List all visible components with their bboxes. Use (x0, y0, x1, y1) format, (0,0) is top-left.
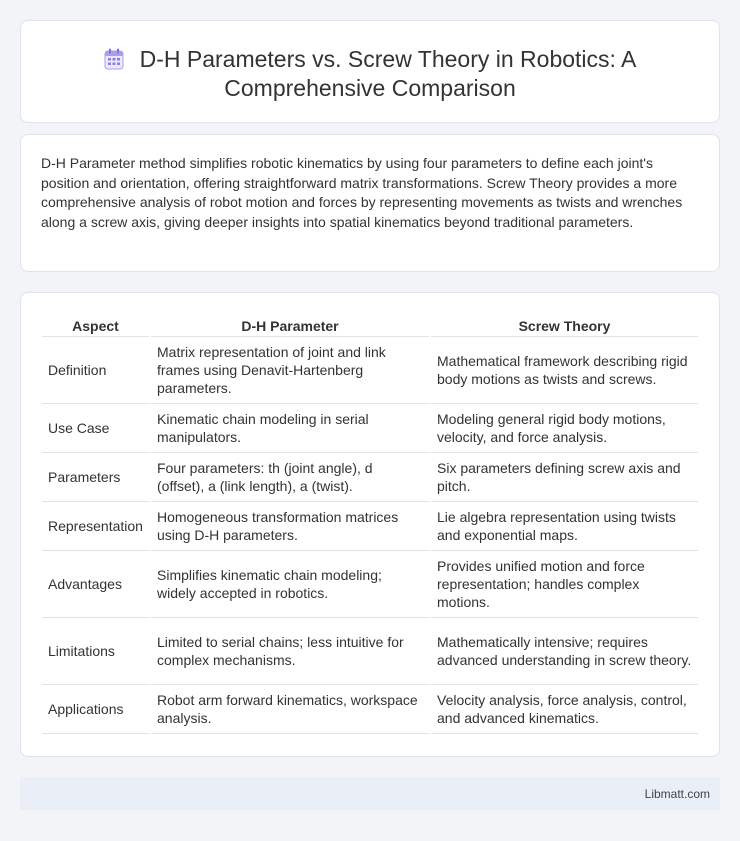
screw-cell: Six parameters defining screw axis and pitch. (430, 453, 698, 502)
table-header-row (42, 315, 698, 337)
comparison-table (42, 315, 698, 734)
screw-cell: Provides unified motion and force representation; handles complex motions. (430, 551, 698, 618)
table-row (42, 551, 698, 618)
dh-cell: Robot arm forward kinematics, workspace analysis. (150, 685, 430, 734)
aspect-cell: Use Case (42, 404, 150, 453)
dh-cell: Homogeneous transformation matrices using D-H parameters. (150, 502, 430, 551)
screw-cell: Mathematical framework describing rigid body motions as twists and screws. (430, 337, 698, 404)
table-row (42, 404, 698, 453)
header-dh-parameter: D-H Parameter (150, 315, 430, 337)
dh-cell: Limited to serial chains; less intuitive for complex mechanisms. (150, 618, 430, 685)
summary-text: D-H Parameter method simplifies robotic kinematics by using four parameters to define each joint's position and orientation, offering straightforward matrix transformations. Screw Theory provides a more comprehensive analysis of robot motion and forces by representing movements as twists and wrenches along a screw axis, giving deeper insights into spatial kinematics beyond traditional parameters. (41, 155, 683, 230)
table-row (42, 685, 698, 734)
page-title: D-H Parameters vs. Screw Theory in Robotics: A Comprehensive Comparison (139, 46, 637, 101)
header-aspect: Aspect (42, 315, 150, 337)
comparison-table-card (20, 292, 720, 757)
aspect-cell: Representation (42, 502, 150, 551)
table-row (42, 453, 698, 502)
dh-cell: Simplifies kinematic chain modeling; widely accepted in robotics. (150, 551, 430, 618)
dh-cell: Matrix representation of joint and link frames using Denavit-Hartenberg parameters. (150, 337, 430, 404)
screw-cell: Modeling general rigid body motions, velocity, and force analysis. (430, 404, 698, 453)
summary-card (20, 134, 720, 272)
table-row (42, 502, 698, 551)
aspect-cell: Parameters (42, 453, 150, 502)
dh-cell: Four parameters: th (joint angle), d (offset), a (link length), a (twist). (150, 453, 430, 502)
title-card (20, 20, 720, 123)
aspect-cell: Limitations (42, 618, 150, 685)
aspect-cell: Advantages (42, 551, 150, 618)
screw-cell: Velocity analysis, force analysis, control, and advanced kinematics. (430, 685, 698, 734)
header-screw-theory: Screw Theory (430, 315, 698, 337)
aspect-cell: Applications (42, 685, 150, 734)
table-row (42, 337, 698, 404)
footer-site-link[interactable]: Libmatt.com (644, 787, 710, 801)
page-title-wrap (21, 45, 719, 103)
aspect-cell: Definition (42, 337, 150, 404)
dh-cell: Kinematic chain modeling in serial manipulators. (150, 404, 430, 453)
footer (20, 777, 720, 810)
screw-cell: Mathematically intensive; requires advanced understanding in screw theory. (430, 618, 698, 685)
calendar-icon (104, 48, 124, 70)
table-row (42, 618, 698, 685)
screw-cell: Lie algebra representation using twists and exponential maps. (430, 502, 698, 551)
